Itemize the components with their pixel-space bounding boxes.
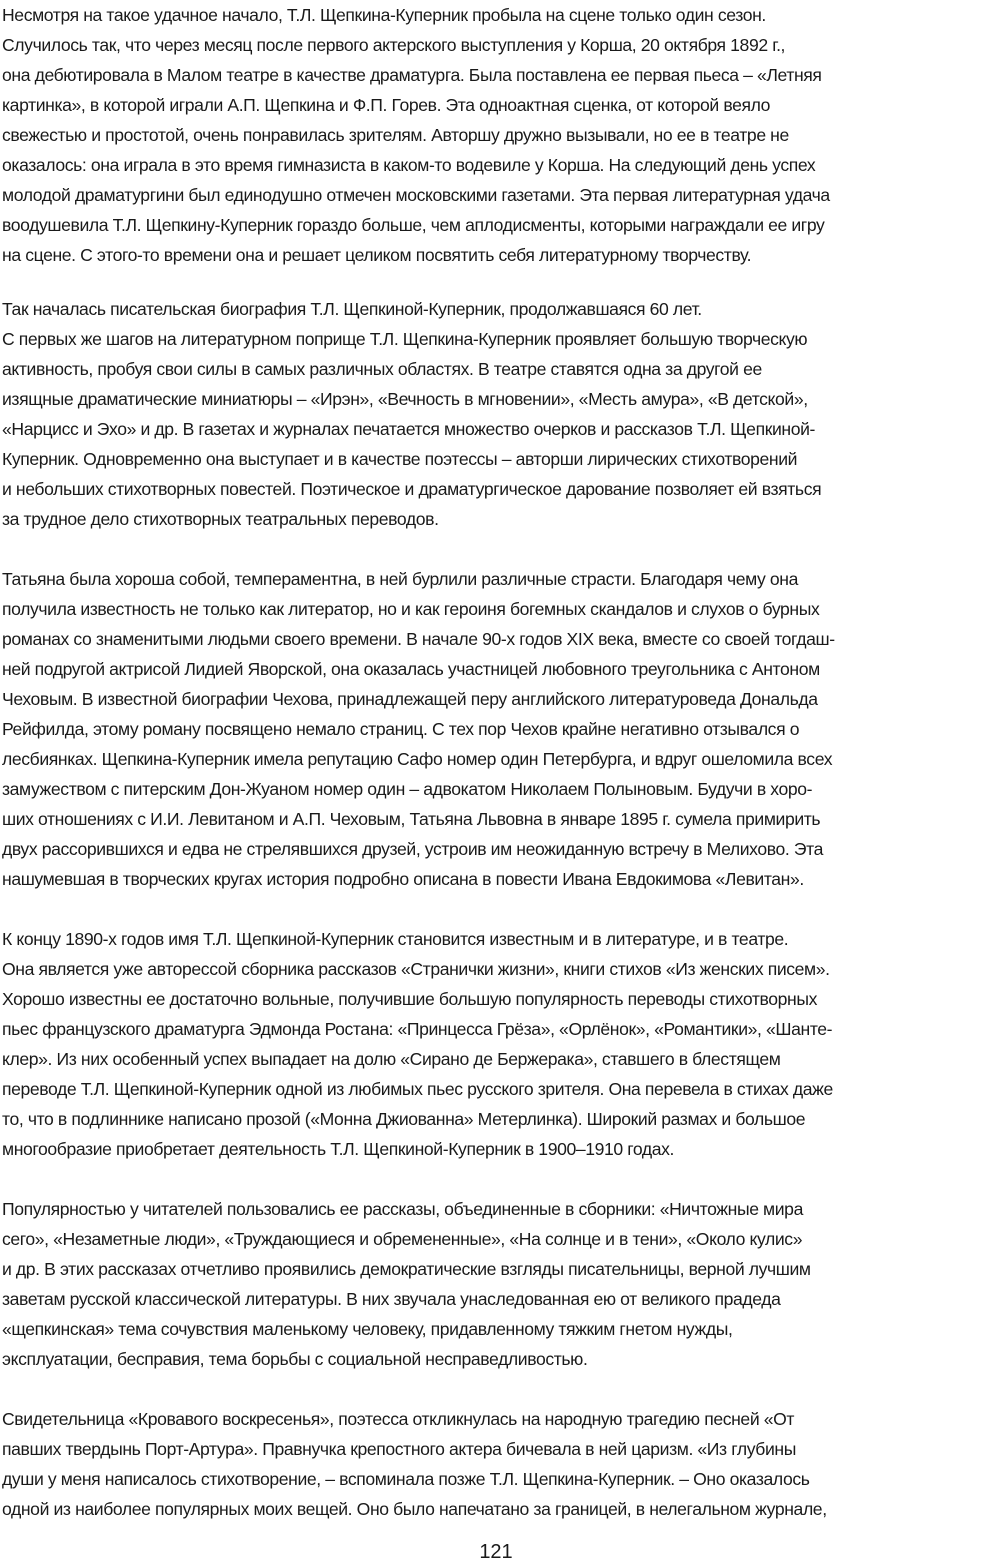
text-line: то, что в подлиннике написано прозой («Монна Джиованна» Метерлинка). Широкий размах и большое	[2, 1109, 806, 1129]
text-line: на сцене. С этого-то времени она и решает целиком посвятить себя литературному творчеству.	[2, 245, 752, 265]
text-line: оказалось: она играла в это время гимназиста в каком-то водевиле у Корша. На следующий день успех	[2, 155, 816, 175]
text-line: сего», «Незаметные люди», «Труждающиеся и обремененные», «На солнце и в тени», «Около кулис»	[2, 1229, 803, 1249]
text-line: лесбиянках. Щепкина-Куперник имела репутацию Сафо номер один Петербурга, и вдруг ошеломила всех	[2, 749, 833, 769]
text-line: романах со знаменитыми людьми своего времени. В начале 90-х годов XIX века, вместе со своей тогдаш-	[2, 629, 835, 649]
paragraph-2	[2, 294, 990, 534]
text-line: Свидетельница «Кровавого воскресенья», поэтесса откликнулась на народную трагедию песней «От	[2, 1409, 795, 1429]
text-line: павших твердынь Порт-Артура». Правнучка крепостного актера бичевала в ней царизм. «Из глубины	[2, 1439, 796, 1459]
text-line: ней подругой актрисой Лидией Яворской, она оказалась участницей любовного треугольника с Антоном	[2, 659, 820, 679]
text-line: молодой драматургини был единодушно отмечен московскими газетами. Эта первая литературная удача	[2, 185, 830, 205]
text-line: двух рассорившихся и едва не стрелявшихся друзей, устроив им неожиданную встречу в Мелихово. Эта	[2, 839, 823, 859]
text-line: эксплуатации, бесправия, тема борьбы с социальной несправедливостью.	[2, 1349, 588, 1369]
paragraph-3	[2, 564, 990, 894]
text-line: клер». Из них особенный успех выпадает на долю «Сирано де Бержерака», ставшего в блестящем	[2, 1049, 781, 1069]
text-line: Она является уже авторессой сборника рассказов «Странички жизни», книги стихов «Из женских писем».	[2, 959, 830, 979]
text-line: пьес французского драматурга Эдмонда Ростана: «Принцесса Грёза», «Орлёнок», «Романтики», «Шанте-	[2, 1019, 833, 1039]
text-line: Чеховым. В известной биографии Чехова, принадлежащей перу английского литературоведа Дональда	[2, 689, 818, 709]
text-line: воодушевила Т.Л. Щепкину-Куперник гораздо больше, чем аплодисменты, которыми награждали ее игру	[2, 215, 825, 235]
text-line: переводе Т.Л. Щепкиной-Куперник одной из любимых пьес русского зрителя. Она перевела в стихах даже	[2, 1079, 833, 1099]
text-line: души у меня написалось стихотворение, – вспоминала позже Т.Л. Щепкина-Куперник. – Оно оказалось	[2, 1469, 810, 1489]
text-line: и др. В этих рассказах отчетливо проявились демократические взгляды писательницы, верной лучшим	[2, 1259, 811, 1279]
text-line: Куперник. Одновременно она выступает и в качестве поэтессы – авторши лирических стихотворений	[2, 449, 798, 469]
text-line: «щепкинская» тема сочувствия маленькому человеку, придавленному тяжким гнетом нужды,	[2, 1319, 733, 1339]
text-line: Так началась писательская биография Т.Л. Щепкиной-Куперник, продолжавшаяся 60 лет.	[2, 299, 702, 319]
text-line: Популярностью у читателей пользовались ее рассказы, объединенные в сборники: «Ничтожные мира	[2, 1199, 803, 1219]
text-line: одной из наиболее популярных моих вещей. Оно было напечатано за границей, в нелегальном журнале,	[2, 1499, 827, 1519]
text-line: свежестью и простотой, очень понравилась зрителям. Авторшу дружно вызывали, но ее в театре не	[2, 125, 789, 145]
text-line: активность, пробуя свои силы в самых различных областях. В театре ставятся одна за другой ее	[2, 359, 762, 379]
text-line: заветам русской классической литературы. В них звучала унаследованная ею от великого прадеда	[2, 1289, 781, 1309]
text-line: ших отношениях с И.И. Левитаном и А.П. Чеховым, Татьяна Львовна в январе 1895 г. сумела примирить	[2, 809, 821, 829]
text-line: Несмотря на такое удачное начало, Т.Л. Щепкина-Куперник пробыла на сцене только один сезон.	[2, 5, 766, 25]
text-line: многообразие приобретает деятельность Т.Л. Щепкиной-Куперник в 1900–1910 годах.	[2, 1139, 675, 1159]
paragraph-4	[2, 924, 990, 1164]
text-line: Татьяна была хороша собой, темпераментна, в ней бурлили различные страсти. Благодаря чему она	[2, 569, 799, 589]
text-line: Хорошо известны ее достаточно вольные, получившие большую популярность переводы стихотворных	[2, 989, 818, 1009]
paragraph-5	[2, 1194, 990, 1374]
text-line: «Нарцисс и Эхо» и др. В газетах и журналах печатается множество очерков и рассказов Т.Л. Щепкиной-	[2, 419, 816, 439]
text-line: и небольших стихотворных повестей. Поэтическое и драматургическое дарование позволяет ей взяться	[2, 479, 822, 499]
paragraph-1	[2, 0, 990, 270]
text-line: картинка», в которой играли А.П. Щепкина и Ф.П. Горев. Эта одноактная сценка, от которой веяло	[2, 95, 771, 115]
text-line: Случилось так, что через месяц после первого актерского выступления у Корша, 20 октября 1892 г.,	[2, 35, 786, 55]
text-line: Рейфилда, этому роману посвящено немало страниц. С тех пор Чехов крайне негативно отзывался о	[2, 719, 800, 739]
text-line: нашумевшая в творческих кругах история подробно описана в повести Ивана Евдокимова «Левитан».	[2, 869, 804, 889]
text-line: К концу 1890-х годов имя Т.Л. Щепкиной-Куперник становится известным и в литературе, и в театре.	[2, 929, 789, 949]
text-line: получила известность не только как литератор, но и как героиня богемных скандалов и слухов о бурных	[2, 599, 820, 619]
text-line: замужеством с питерским Дон-Жуаном номер один – адвокатом Николаем Полыновым. Будучи в хоро-	[2, 779, 813, 799]
text-line: за трудное дело стихотворных театральных переводов.	[2, 509, 439, 529]
text-line: изящные драматические миниатюры – «Ирэн», «Вечность в мгновении», «Месть амура», «В детской»,	[2, 389, 808, 409]
page-number: 121	[479, 1541, 513, 1563]
paragraph-6	[2, 1404, 990, 1524]
text-line: С первых же шагов на литературном поприще Т.Л. Щепкина-Куперник проявляет большую творческую	[2, 329, 808, 349]
text-line: она дебютировала в Малом театре в качестве драматурга. Была поставлена ее первая пьеса – «Летняя	[2, 65, 822, 85]
